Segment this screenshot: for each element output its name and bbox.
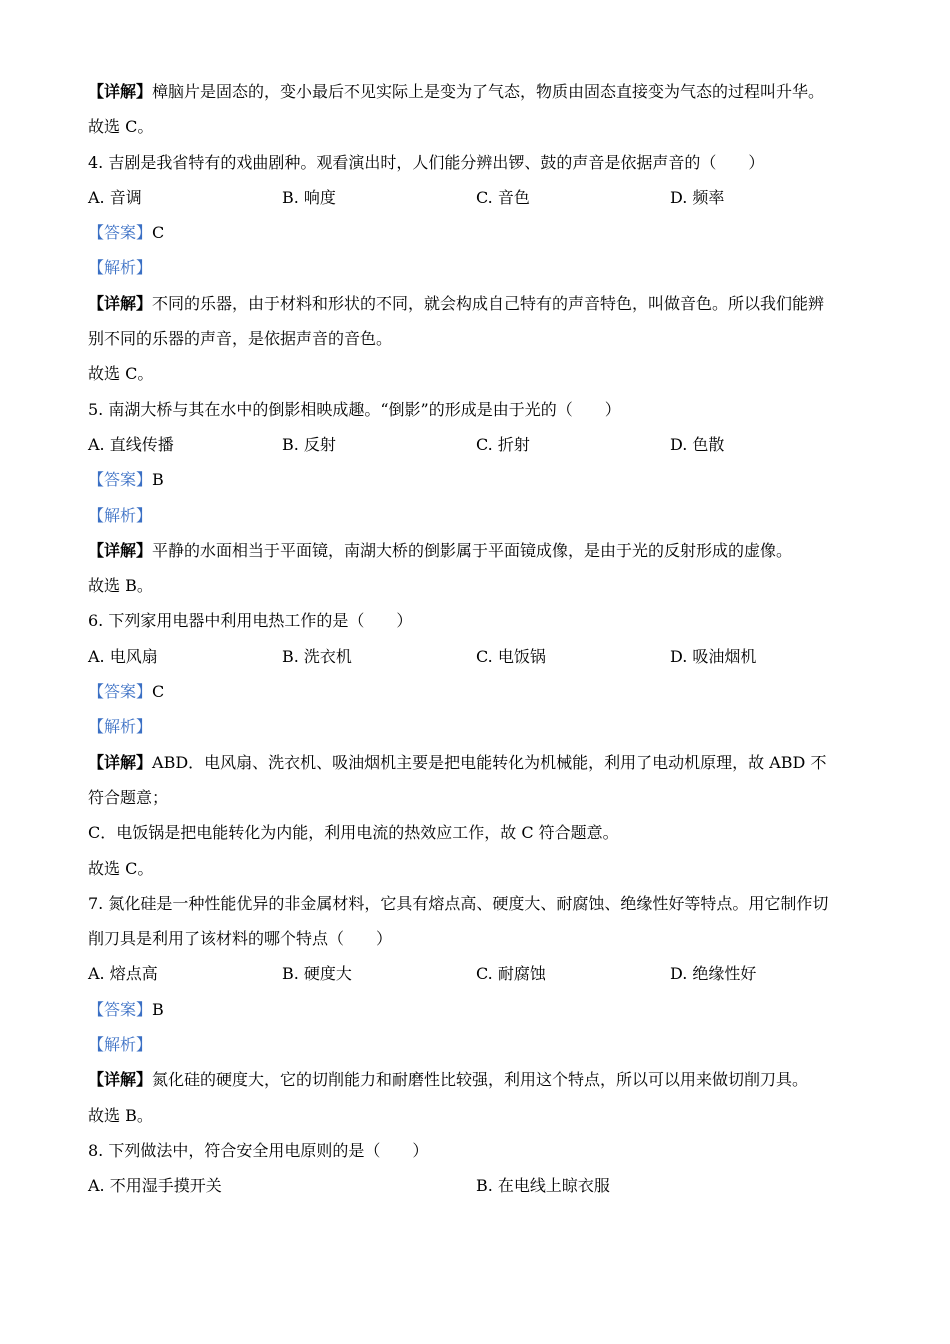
detail-label: 【详解】 xyxy=(88,1070,153,1090)
section-label: 【答案】 xyxy=(88,682,153,702)
text-span: 氮化硅的硬度大，它的切削能力和耐磨性比较强，利用这个特点，所以可以用来做切削刀具。 xyxy=(152,1070,809,1090)
detail-label: 【详解】 xyxy=(88,752,153,772)
text-line xyxy=(88,149,878,184)
text-span: C xyxy=(152,223,165,243)
section-label: 【解析】 xyxy=(88,1035,153,1055)
option-item: A. 音调 xyxy=(88,187,142,207)
text-line xyxy=(88,325,878,360)
text-line xyxy=(88,219,878,254)
text-line xyxy=(88,890,878,925)
text-span: 5. 南湖大桥与其在水中的倒影相映成趣。“倒影”的形成是由于光的（ ） xyxy=(88,399,621,419)
text-span: 故选 C。 xyxy=(88,117,154,137)
text-line xyxy=(88,290,878,325)
options-row xyxy=(88,184,878,219)
options-row xyxy=(88,1172,878,1207)
text-line xyxy=(88,78,878,113)
option-item: B. 在电线上晾衣服 xyxy=(476,1176,610,1196)
section-label: 【解析】 xyxy=(88,258,153,278)
section-label: 【答案】 xyxy=(88,470,153,490)
text-line xyxy=(88,254,878,289)
detail-label: 【详解】 xyxy=(88,540,153,560)
text-line xyxy=(88,537,878,572)
text-line xyxy=(88,855,878,890)
text-line xyxy=(88,1137,878,1172)
text-line xyxy=(88,396,878,431)
text-span: ABD．电风扇、洗衣机、吸油烟机主要是把电能转化为机械能，利用了电动机原理，故 ABD 不 xyxy=(152,752,827,772)
section-label: 【解析】 xyxy=(88,505,153,525)
text-line xyxy=(88,1031,878,1066)
text-span: 不同的乐器，由于材料和形状的不同，就会构成自己特有的声音特色，叫做音色。所以我们能辨 xyxy=(152,293,825,313)
text-line xyxy=(88,113,878,148)
section-label: 【答案】 xyxy=(88,999,153,1019)
document-page xyxy=(88,78,878,1208)
text-span: 8. 下列做法中，符合安全用电原则的是（ ） xyxy=(88,1140,429,1160)
option-item: C. 耐腐蚀 xyxy=(476,964,546,984)
option-item: D. 频率 xyxy=(670,187,725,207)
text-line xyxy=(88,713,878,748)
text-span: 7. 氮化硅是一种性能优异的非金属材料，它具有熔点高、硬度大、耐腐蚀、绝缘性好等特点。用它制作切 xyxy=(88,893,829,913)
text-line xyxy=(88,996,878,1031)
option-item: B. 洗衣机 xyxy=(282,646,352,666)
text-span: C xyxy=(152,682,165,702)
text-span: 故选 B。 xyxy=(88,1105,153,1125)
text-line xyxy=(88,1102,878,1137)
text-line xyxy=(88,607,878,642)
text-line xyxy=(88,360,878,395)
text-span: C．电饭锅是把电能转化为内能，利用电流的热效应工作，故 C 符合题意。 xyxy=(88,823,619,843)
text-span: 符合题意； xyxy=(88,787,169,807)
options-row xyxy=(88,960,878,995)
text-line xyxy=(88,819,878,854)
text-line xyxy=(88,678,878,713)
text-span: 故选 C。 xyxy=(88,364,154,384)
option-item: B. 反射 xyxy=(282,434,336,454)
option-item: A. 电风扇 xyxy=(88,646,158,666)
text-line xyxy=(88,749,878,784)
option-item: B. 硬度大 xyxy=(282,964,352,984)
detail-label: 【详解】 xyxy=(88,82,153,101)
text-span: B xyxy=(152,999,164,1019)
text-span: 6. 下列家用电器中利用电热工作的是（ ） xyxy=(88,611,413,631)
text-span: 樟脑片是固态的，变小最后不见实际上是变为了气态，物质由固态直接变为气态的过程叫升华。 xyxy=(152,82,825,101)
option-item: C. 折射 xyxy=(476,434,530,454)
text-span: 故选 B。 xyxy=(88,576,153,596)
text-span: 平静的水面相当于平面镜，南湖大桥的倒影属于平面镜成像，是由于光的反射形成的虚像。 xyxy=(152,540,793,560)
text-span: 4. 吉剧是我省特有的戏曲剧种。观看演出时，人们能分辨出锣、鼓的声音是依据声音的（ ） xyxy=(88,152,765,172)
option-item: A. 直线传播 xyxy=(88,434,174,454)
text-line xyxy=(88,784,878,819)
text-line xyxy=(88,925,878,960)
option-item: D. 吸油烟机 xyxy=(670,646,757,666)
text-line xyxy=(88,572,878,607)
option-item: A. 不用湿手摸开关 xyxy=(88,1176,222,1196)
option-item: D. 色散 xyxy=(670,434,725,454)
text-span: 故选 C。 xyxy=(88,858,154,878)
option-item: A. 熔点高 xyxy=(88,964,158,984)
section-label: 【答案】 xyxy=(88,223,153,243)
options-row xyxy=(88,643,878,678)
text-span: 别不同的乐器的声音，是依据声音的音色。 xyxy=(88,329,393,349)
options-row xyxy=(88,431,878,466)
option-item: B. 响度 xyxy=(282,187,336,207)
text-span: B xyxy=(152,470,164,490)
option-item: D. 绝缘性好 xyxy=(670,964,757,984)
text-line xyxy=(88,466,878,501)
detail-label: 【详解】 xyxy=(88,293,153,313)
section-label: 【解析】 xyxy=(88,717,153,737)
option-item: C. 电饭锅 xyxy=(476,646,546,666)
text-line xyxy=(88,1066,878,1101)
text-line xyxy=(88,502,878,537)
option-item: C. 音色 xyxy=(476,187,530,207)
text-span: 削刀具是利用了该材料的哪个特点（ ） xyxy=(88,929,393,949)
